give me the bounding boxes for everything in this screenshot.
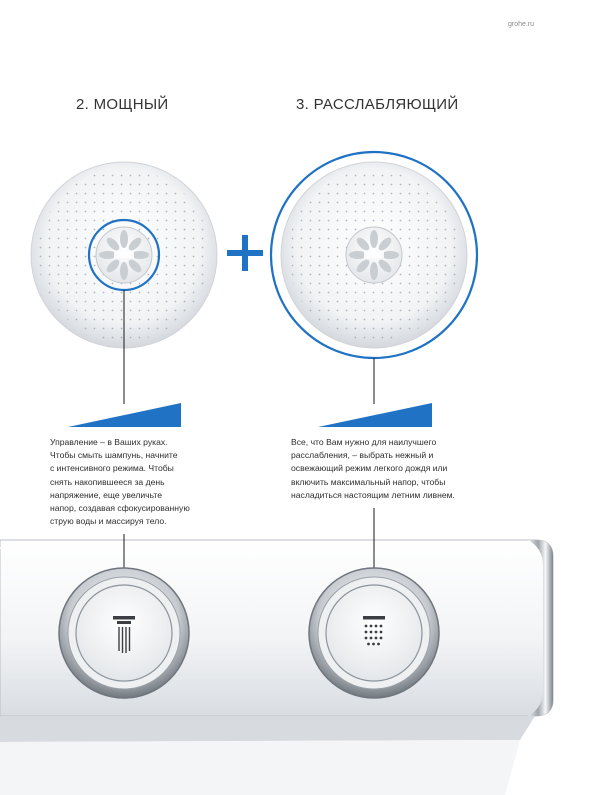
relaxing-mode-button[interactable] — [309, 568, 439, 698]
intensity-wedge-relaxing — [318, 403, 432, 427]
shower-head-powerful — [31, 162, 217, 348]
plus-sign — [227, 235, 263, 271]
mode-description-relaxing: Все, что Вам нужно для наилучшего расслабления, – выбрать нежный и освежающий режим легкого дождя или включить максимальный напор, чтобы насладиться настоящим летним ливнем. — [291, 437, 455, 500]
mode-description-powerful: Управление – в Ваших руках. Чтобы смыть шампунь, начните с интенсивного режима. Чтобы снять накопившееся за день напряжение, еще увеличьте напор, создавая сфокусированную струю воды и массируя тело. — [50, 437, 190, 527]
powerful-mode-button[interactable] — [59, 568, 189, 698]
intensity-wedge-powerful — [68, 403, 181, 427]
mode-heading-relaxing: 3. РАССЛАБЛЯЮЩИЙ — [296, 96, 459, 113]
shower-head-relaxing — [271, 152, 477, 358]
mode-heading-powerful: 2. МОЩНЫЙ — [76, 96, 169, 113]
site-label[interactable]: grohe.ru — [508, 21, 535, 28]
